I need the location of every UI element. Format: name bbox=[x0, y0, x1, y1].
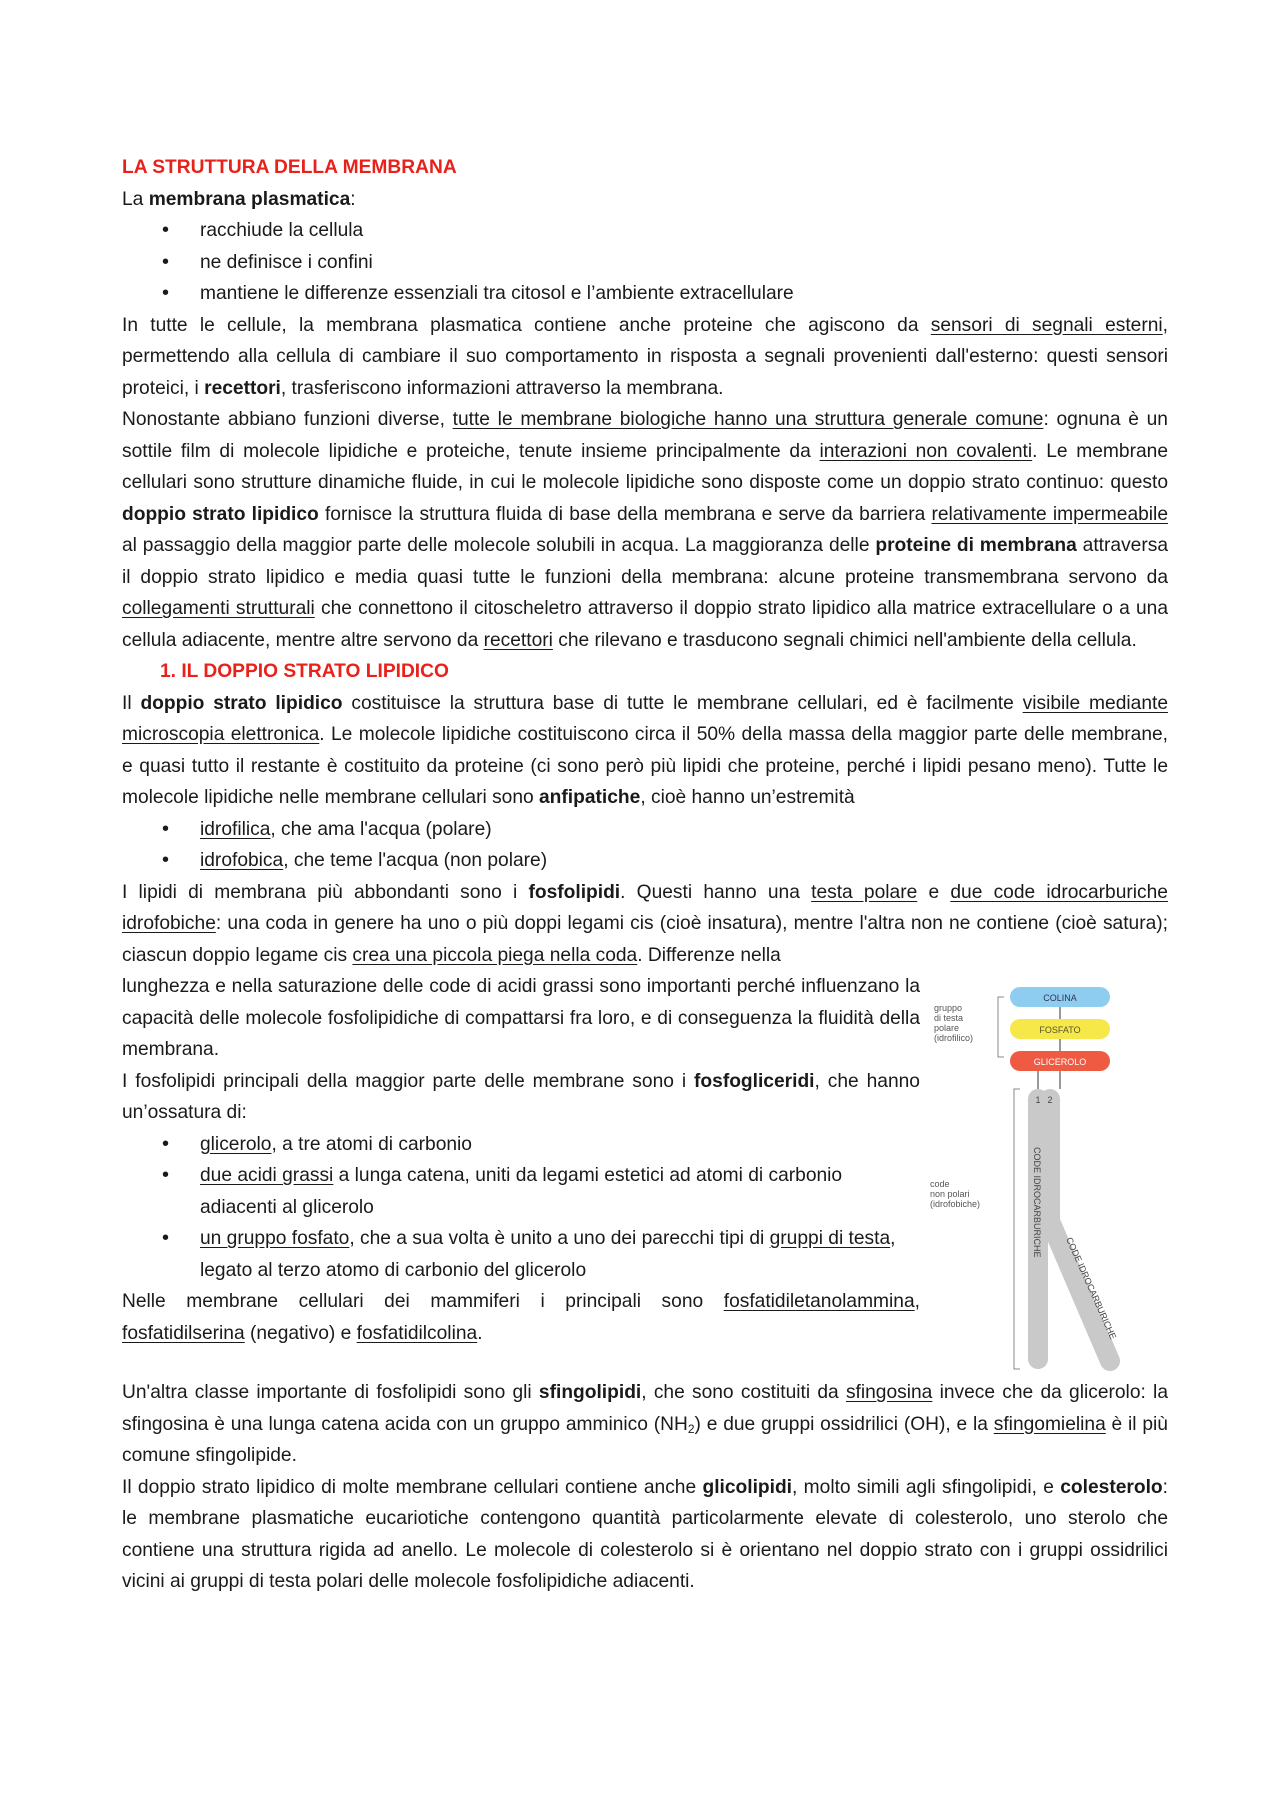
intro-bullet-list bbox=[122, 215, 1168, 310]
glicerolo-label: GLICEROLO bbox=[1033, 1057, 1087, 1067]
text-with-figure bbox=[122, 971, 1168, 1377]
phospholipid-figure bbox=[930, 977, 1168, 1377]
list-item: • idrofilica, che ama l'acqua (polare) bbox=[122, 814, 1168, 846]
wrapped-text-column bbox=[122, 971, 920, 1377]
section-paragraph-4: Il doppio strato lipidico di molte membrane cellulari contiene anche glicolipidi, molto simili agli sfingolipidi, e colesterolo: le membrane plasmatiche eucariotiche contengono quantità particolarmente elevate di colesterolo, uno sterolo che contiene una struttura rigida ad anello. Le molecole di colesterolo si è orientano nel doppio strato con i gruppi ossidrilici vicini ai gruppi di testa polari delle molecole fosfolipidiche adiacenti. bbox=[122, 1476, 1168, 1592]
page-title: LA STRUTTURA DELLA MEMBRANA bbox=[122, 157, 457, 178]
tail-number-2: 2 bbox=[1047, 1095, 1053, 1105]
section-paragraph-1: Il doppio strato lipidico costituisce la struttura base di tutte le membrane cellulari, ed è facilmente visibile mediante microscopia elettronica. Le molecole lipidiche costituiscono circa il 50% della massa della maggior parte delle membrane, e quasi tutto il restante è costituito da proteine (ci sono però più lipidi che proteine, perché i lipidi pesano meno). Tutte le molecole lipidiche nelle membrane cellulari sono anfipatiche, cioè hanno un’estremità bbox=[122, 692, 1168, 808]
phosphoglyceride-bullet-list bbox=[122, 1129, 920, 1287]
section-heading: 1. IL DOPPIO STRATO LIPIDICO bbox=[160, 661, 449, 682]
section-paragraph-3: Un'altra classe importante di fosfolipidi sono gli sfingolipidi, che sono costituiti da sfingosina invece che da glicerolo: la sfingosina è una lunga catena acida con un gruppo amminico $(NH_2)$ e due gruppi ossidrilici (OH), e la sfingomielina è il più comune sfingolipide. bbox=[122, 1382, 1168, 1466]
head-group-label: gruppo di testa polare (idrofilico) bbox=[934, 1003, 974, 1043]
list-item: • glicerolo, a tre atomi di carbonio bbox=[122, 1129, 920, 1161]
intro-paragraph-2: In tutte le cellule, la membrana plasmatica contiene anche proteine che agiscono da sensori di segnali esterni, permettendo alla cellula di cambiare il suo comportamento in risposta a segnali provenienti dall'esterno: questi sensori proteici, i recettori, trasferiscono informazioni attraverso la membrana. bbox=[122, 314, 1168, 399]
list-item: • due acidi grassi a lunga catena, uniti da legami estetici ad atomi di carbonio adiacenti al glicerolo bbox=[122, 1160, 920, 1223]
colina-label: COLINA bbox=[1043, 993, 1077, 1003]
section-paragraph-2: I lipidi di membrana più abbondanti sono i fosfolipidi. Questi hanno una testa polare e due code idrocarburiche idrofobiche: una coda in genere ha uno o più doppi legami cis (cioè insatura), mentre l'altra non ne contiene (cioè satura); ciascun doppio legame cis crea una piccola piega nella coda. Differenze nella bbox=[122, 881, 1168, 966]
wrapped-paragraph-3: Nelle membrane cellulari dei mammiferi i principali sono fosfatidiletanolammina, fosfatidilserina (negativo) e fosfatidilcolina. bbox=[122, 1291, 920, 1344]
tail-label: code non polari (idrofobiche) bbox=[930, 1179, 981, 1209]
document-page bbox=[122, 152, 1168, 1598]
polarity-bullet-list bbox=[122, 814, 1168, 877]
intro-paragraph-3: Nonostante abbiano funzioni diverse, tutte le membrane biologiche hanno una struttura generale comune: ognuna è un sottile film di molecole lipidiche e proteiche, tenute insieme principalmente da interazioni non covalenti. Le membrane cellulari sono strutture dinamiche fluide, in cui le molecole lipidiche sono disposte come un doppio strato continuo: questo doppio strato lipidico fornisce la struttura fluida di base della membrana e serve da barriera relativamente impermeabile al passaggio della maggior parte delle molecole solubili in acqua. La maggioranza delle proteine di membrana attraversa il doppio strato lipidico e media quasi tutte le funzioni della membrana: alcune proteine transmembrana servono da collegamenti strutturali che connettono il citoscheletro attraverso il doppio strato lipidico alla matrice extracellulare o a una cellula adiacente, mentre altre servono da recettori che rilevano e trasducono segnali chimici nell'ambiente della cellula. bbox=[122, 409, 1168, 651]
wrapped-paragraph-2: I fosfolipidi principali della maggior parte delle membrane sono i fosfogliceridi, che hanno un’ossatura di: bbox=[122, 1070, 920, 1123]
intro-paragraph-1: La membrana plasmatica: bbox=[122, 188, 356, 210]
tail-1-label: CODE IDROCARBURICHE bbox=[1032, 1147, 1042, 1258]
list-item: • un gruppo fosfato, che a sua volta è unito a uno dei parecchi tipi di gruppi di testa, legato al terzo atomo di carbonio del glicerolo bbox=[122, 1223, 920, 1286]
list-item: • idrofobica, che teme l'acqua (non polare) bbox=[122, 845, 1168, 877]
tail-bracket bbox=[1014, 1089, 1020, 1369]
list-item: • ne definisce i confini bbox=[122, 247, 1168, 279]
wrapped-paragraph-1: lunghezza e nella saturazione delle code di acidi grassi sono importanti perché influenzano la capacità delle molecole fosfolipidiche di compattarsi fra loro, e di conseguenza la fluidità della membrana. bbox=[122, 976, 920, 1060]
phospholipid-diagram bbox=[930, 977, 1168, 1377]
tail-number-1: 1 bbox=[1035, 1095, 1041, 1105]
tail-2-label: CODE IDROCARBURICHE bbox=[1064, 1235, 1119, 1341]
list-item: • racchiude la cellula bbox=[122, 215, 1168, 247]
list-item: • mantiene le differenze essenziali tra citosol e l’ambiente extracellulare bbox=[122, 278, 1168, 310]
fosfato-label: FOSFATO bbox=[1039, 1025, 1081, 1035]
head-bracket bbox=[998, 997, 1004, 1057]
